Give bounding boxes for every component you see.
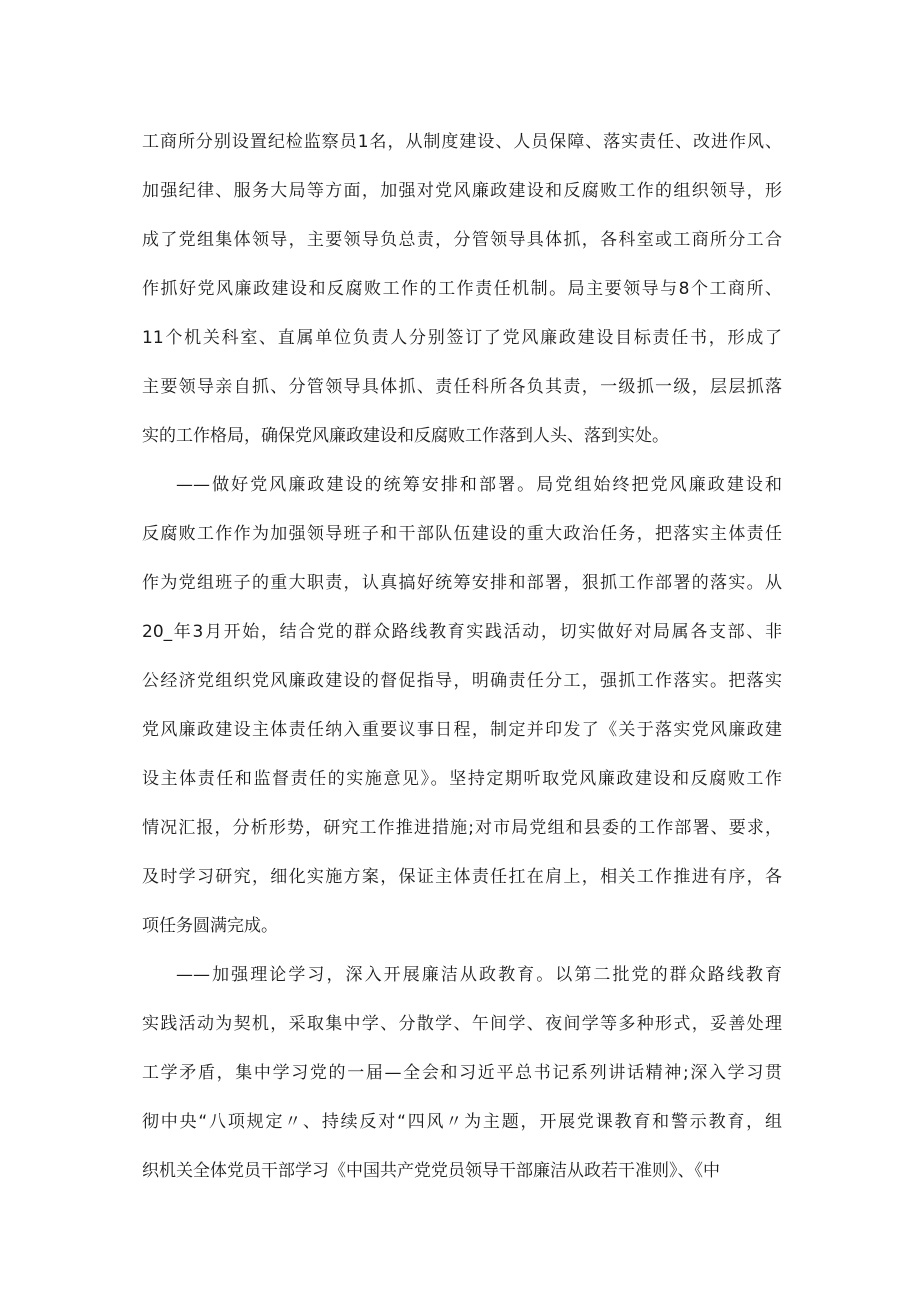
text-line: 工学矛盾，集中学习党的一届—全会和习近平总书记系列讲话精神;深入学习贯 — [142, 1063, 782, 1083]
text-line: 彻中央“八项规定〃、持续反对“四风〃为主题，开展党课教育和警示教育，组 — [142, 1112, 782, 1132]
text-line: 加强纪律、服务大局等方面，加强对党风廉政建设和反腐败工作的组织领导，形 — [142, 181, 782, 201]
text-line: 情况汇报，分析形势，研究工作推进措施;对市局党组和县委的工作部署、要求， — [142, 818, 782, 838]
text-line: ——做好党风廉政建设的统筹安排和部署。局党组始终把党风廉政建设和 — [176, 475, 782, 495]
text-line: 作抓好党风廉政建设和反腐败工作的工作责任机制。局主要领导与8个工商所、 — [142, 279, 782, 299]
text-line: 织机关全体党员干部学习《中国共产党党员领导干部廉洁从政若干准则》、《中 — [142, 1161, 720, 1181]
text-line: 反腐败工作作为加强领导班子和干部队伍建设的重大政治任务，把落实主体责任 — [142, 524, 782, 544]
paragraph — [142, 118, 782, 461]
text-line: ——加强理论学习，深入开展廉洁从政教育。以第二批党的群众路线教育 — [176, 965, 782, 985]
text-line: 20_年3月开始，结合党的群众路线教育实践活动，切实做好对局属各支部、非 — [142, 622, 782, 642]
text-line: 作为党组班子的重大职责，认真搞好统筹安排和部署，狠抓工作部署的落实。从 — [142, 573, 782, 593]
text-line: 11个机关科室、直属单位负责人分别签订了党风廉政建设目标责任书，形成了 — [142, 328, 782, 348]
text-line: 项任务圆满完成。 — [142, 916, 278, 936]
text-line: 设主体责任和监督责任的实施意见》。坚持定期听取党风廉政建设和反腐败工作 — [142, 769, 782, 789]
paragraph — [142, 461, 782, 951]
text-line: 党风廉政建设主体责任纳入重要议事日程，制定并印发了《关于落实党风廉政建 — [142, 720, 782, 740]
text-line: 公经济党组织党风廉政建设的督促指导，明确责任分工，强抓工作落实。把落实 — [142, 671, 782, 691]
text-line: 工商所分别设置纪检监察员1名，从制度建设、人员保障、落实责任、改进作风、 — [142, 132, 782, 152]
text-line: 成了党组集体领导，主要领导负总责，分管领导具体抓，各科室或工商所分工合 — [142, 230, 782, 250]
text-line: 及时学习研究，细化实施方案，保证主体责任扛在肩上，相关工作推进有序，各 — [142, 867, 782, 887]
document-body — [142, 118, 782, 1196]
paragraph — [142, 951, 782, 1196]
text-line: 主要领导亲自抓、分管领导具体抓、责任科所各负其责，一级抓一级，层层抓落 — [142, 377, 782, 397]
text-line: 实的工作格局，确保党风廉政建设和反腐败工作落到人头、落到实处。 — [142, 426, 669, 446]
text-line: 实践活动为契机，采取集中学、分散学、午间学、夜间学等多种形式，妥善处理 — [142, 1014, 782, 1034]
